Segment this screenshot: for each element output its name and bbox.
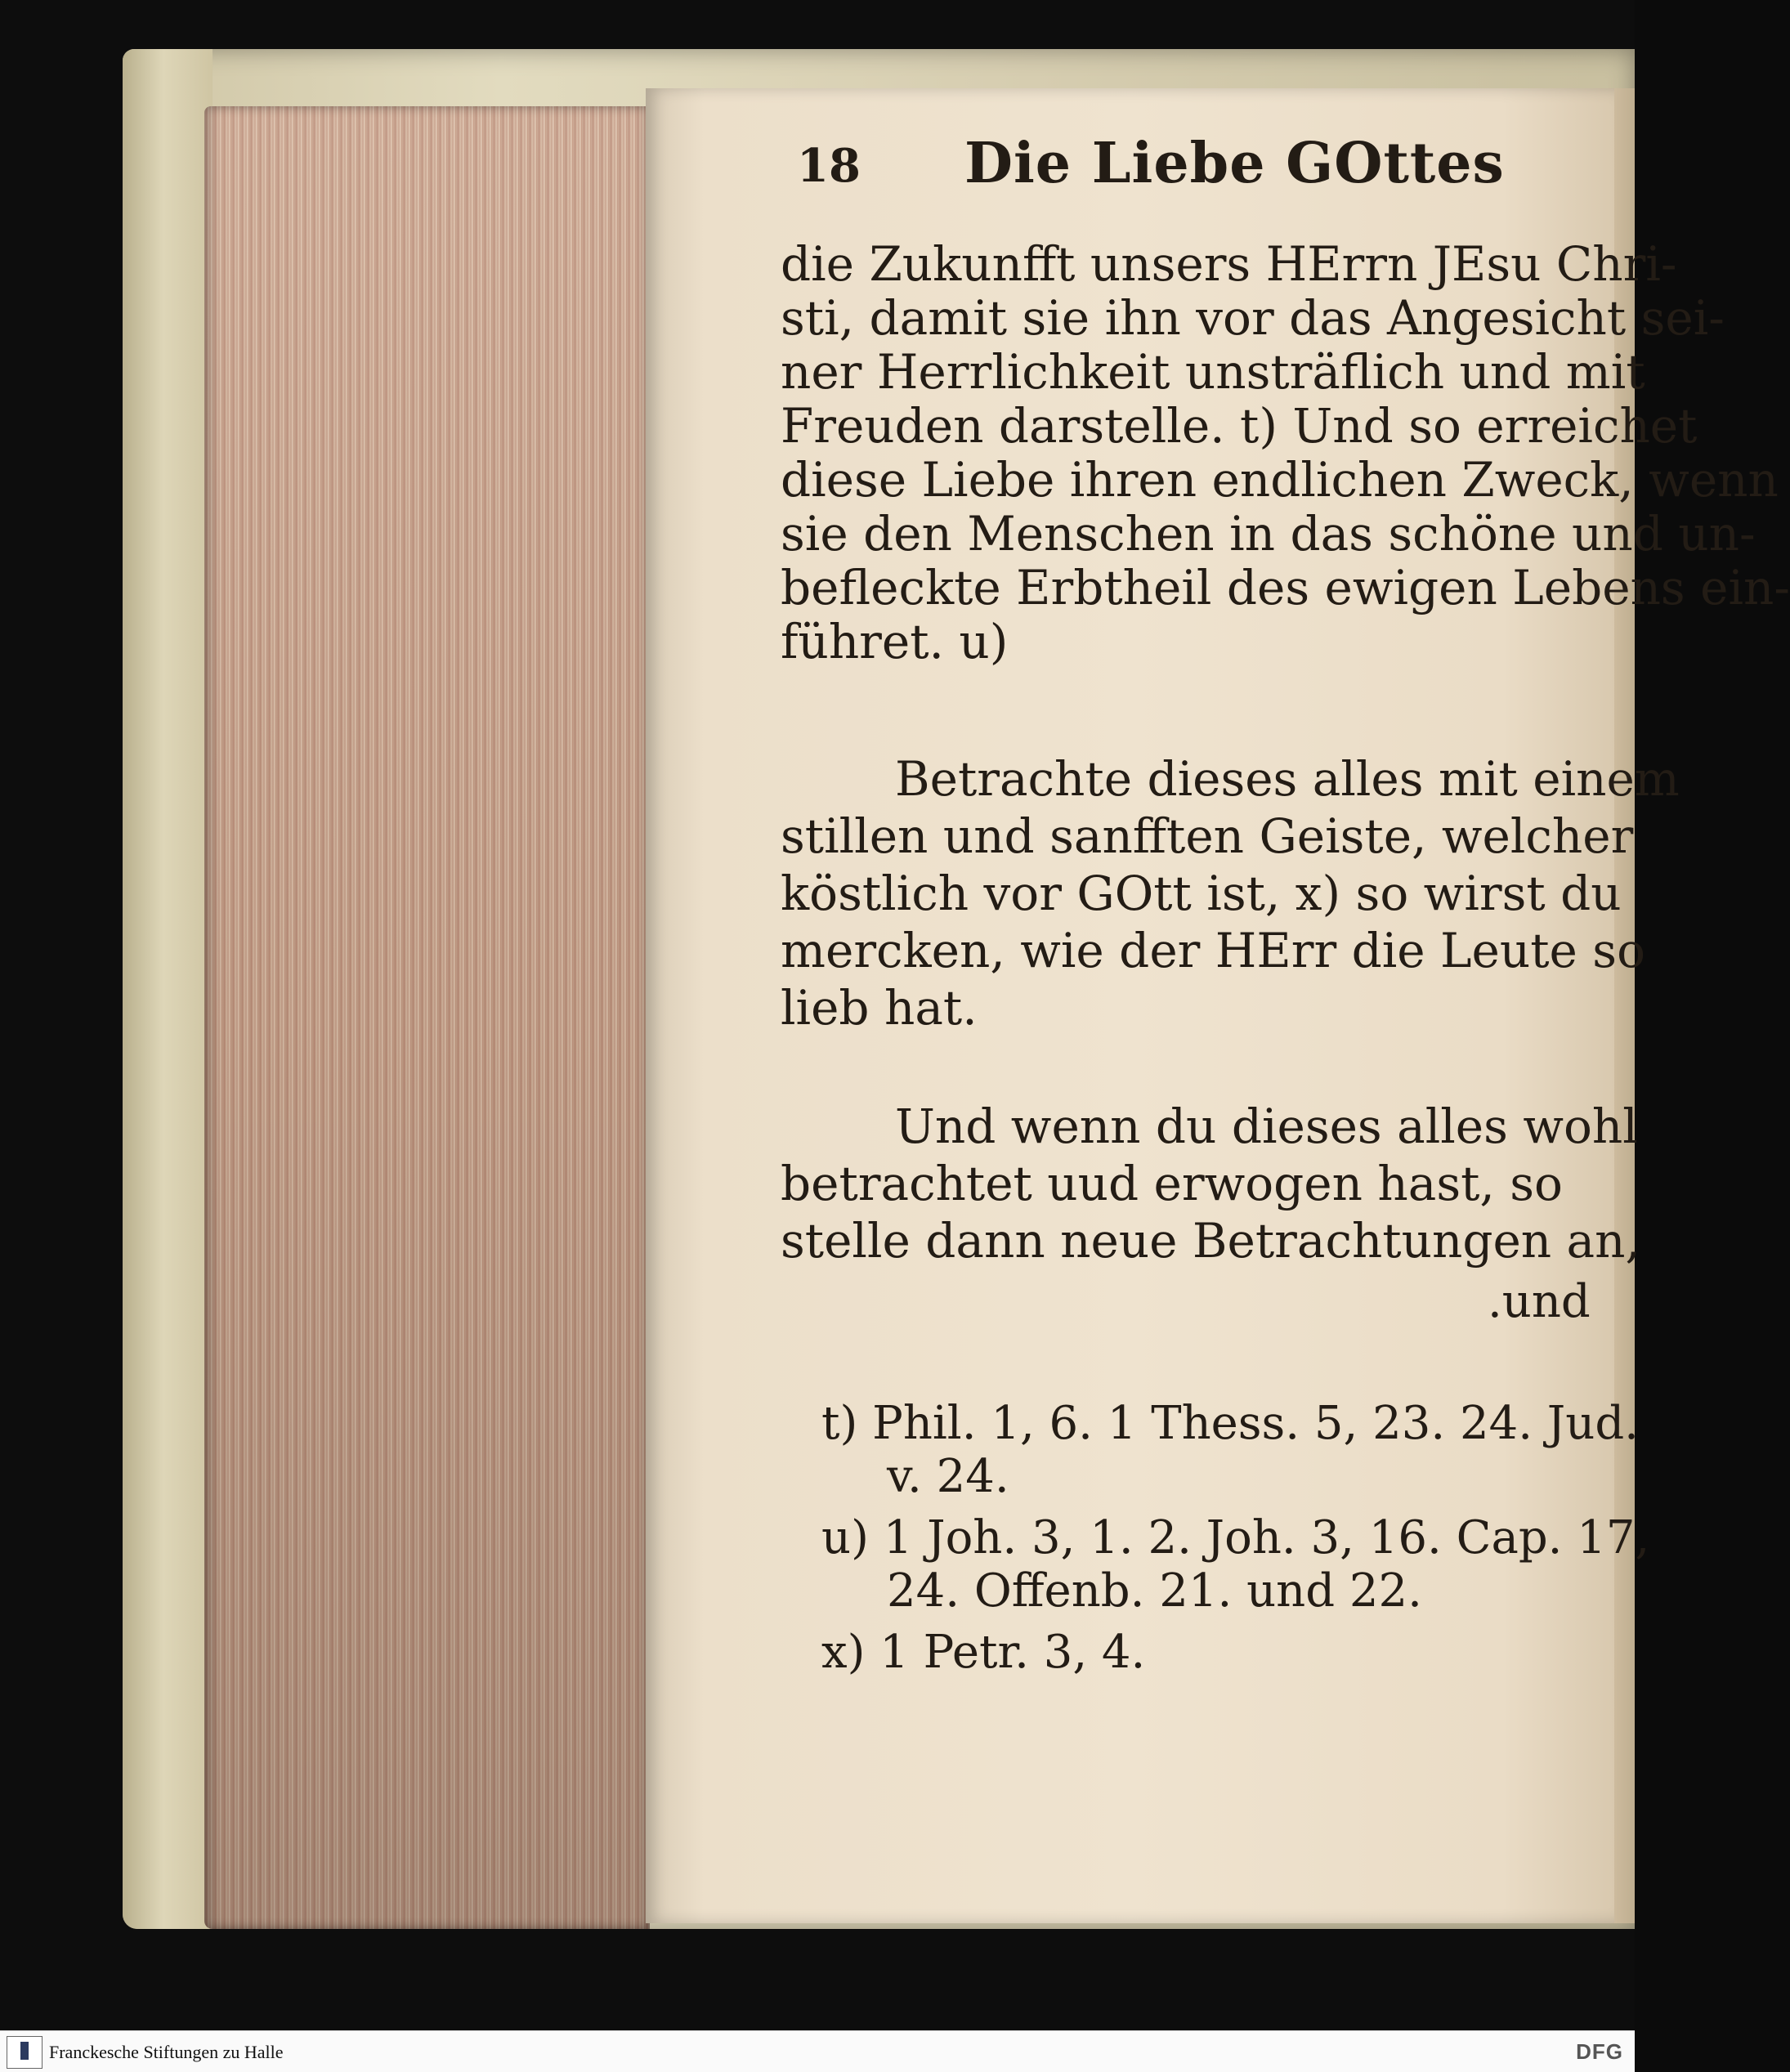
page-number: 18 — [797, 139, 861, 193]
body-line: stelle dann neue Betrachtungen an, — [781, 1213, 1640, 1269]
running-title: Die Liebe GOttes — [964, 131, 1505, 196]
body-line: mercken, wie der HErr die Leute so — [781, 923, 1645, 978]
body-line: Betrachte dieses alles mit einem — [895, 751, 1680, 807]
footnote-line: u) 1 Joh. 3, 1. 2. Joh. 3, 16. Cap. 17, — [821, 1511, 1650, 1564]
footnote-line: t) Phil. 1, 6. 1 Thess. 5, 23. 24. Jud. — [821, 1397, 1639, 1450]
footnote-line: 24. Offenb. 21. und 22. — [887, 1564, 1422, 1618]
body-line: diese Liebe ihren endlichen Zweck, wenn — [781, 452, 1779, 508]
page-fore-edge-shade — [204, 106, 650, 1929]
body-line: führet. u) — [781, 614, 1009, 669]
footnote-line: v. 24. — [887, 1450, 1009, 1503]
body-line: sie den Menschen in das schöne und un- — [781, 506, 1756, 562]
catchword: .und — [1488, 1275, 1591, 1328]
body-line: die Zukunfft unsers HErrn JEsu Chri- — [781, 236, 1677, 292]
body-line: Und wenn du dieses alles wohl — [895, 1099, 1638, 1154]
dfg-logo: DFG — [1576, 2039, 1623, 2064]
body-line: sti, damit sie ihn vor das Angesicht sei- — [781, 290, 1725, 346]
institution-name: Franckesche Stiftungen zu Halle — [49, 2042, 284, 2062]
body-line: stillen und sanfften Geiste, welcher — [781, 808, 1634, 864]
body-line: köstlich vor GOtt ist, x) so wirst du — [781, 866, 1622, 921]
body-line: lieb hat. — [781, 980, 978, 1036]
body-line: ner Herrlichkeit unsträflich und mit — [781, 344, 1645, 400]
viewer-footer — [0, 2030, 1635, 2072]
body-line: betrachtet uud erwogen hast, so — [781, 1156, 1563, 1211]
body-line: Freuden darstelle. t) Und so erreichet — [781, 398, 1698, 454]
body-line: befleckte Erbtheil des ewigen Lebens ein- — [781, 560, 1790, 615]
institution-logo-icon — [7, 2036, 43, 2069]
cover-edge — [123, 49, 213, 1929]
footnote-line: x) 1 Petr. 3, 4. — [821, 1626, 1146, 1679]
